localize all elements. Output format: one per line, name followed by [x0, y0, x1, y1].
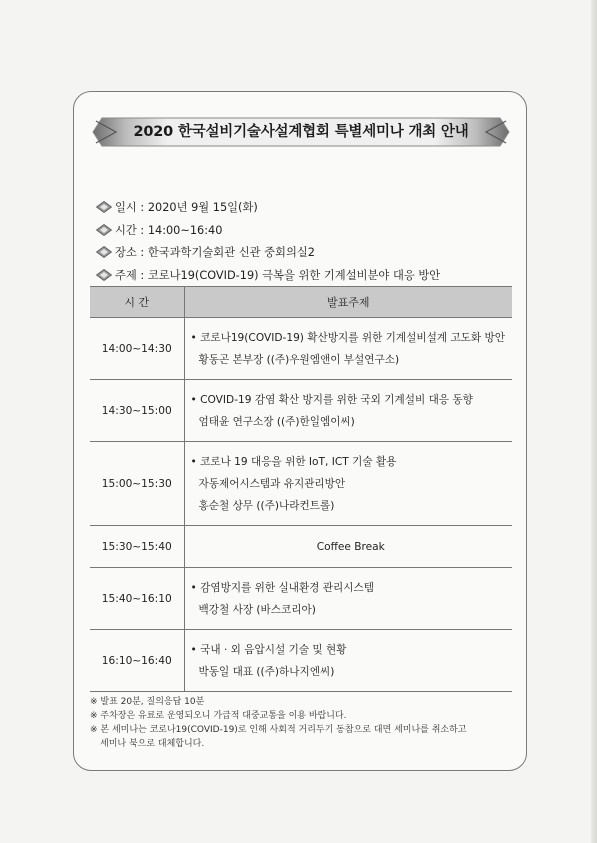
diamond-bullet-icon: [96, 224, 112, 236]
session-speaker: 박동일 대표 ((주)하나지엔씨): [198, 665, 335, 678]
session-time: 15:00~15:30: [90, 442, 184, 526]
table-row: [90, 380, 512, 442]
session-topic: [184, 380, 512, 442]
footnote: ※ 주차장은 유료로 운영되오니 가급적 대중교통을 이용 바랍니다.: [90, 711, 347, 721]
header-time: 시 간: [90, 287, 184, 318]
table-header-row: [90, 287, 512, 318]
info-date-text: 일시 : 2020년 9월 15일(화): [115, 201, 258, 215]
paper-edge: [591, 0, 597, 843]
event-info-list: [96, 196, 516, 286]
session-topic: [184, 318, 512, 380]
info-date: [96, 196, 516, 219]
schedule-table: [90, 286, 512, 692]
info-time-text: 시간 : 14:00~16:40: [115, 223, 223, 237]
header-topic: 발표주제: [184, 287, 512, 318]
table-row: [90, 568, 512, 630]
coffee-break: Coffee Break: [184, 526, 512, 568]
session-time: 14:30~15:00: [90, 380, 184, 442]
session-topic: [184, 568, 512, 630]
session-speaker: 홍순철 상무 ((주)나라컨트롤): [198, 499, 335, 512]
session-title-cont: 자동제어시스템과 유지관리방안: [198, 477, 346, 490]
session-time: 14:00~14:30: [90, 318, 184, 380]
diamond-bullet-icon: [96, 201, 112, 213]
info-time: [96, 219, 516, 242]
session-topic: [184, 442, 512, 526]
session-speaker: 황동곤 본부장 ((주)우원엠앤이 부설연구소): [198, 353, 400, 366]
footnotes: [90, 695, 520, 751]
session-title: • 국내 · 외 음압시설 기술 및 현황: [190, 643, 347, 656]
session-title: • 코로나19(COVID-19) 확산방지를 위한 기계설비설계 고도화 방안: [190, 331, 505, 344]
info-topic: [96, 264, 516, 287]
session-time: 15:30~15:40: [90, 526, 184, 568]
session-time: 15:40~16:10: [90, 568, 184, 630]
info-place: [96, 241, 516, 264]
footnote: ※ 발표 20분, 질의응답 10분: [90, 697, 205, 707]
table-row: [90, 318, 512, 380]
diamond-bullet-icon: [96, 269, 112, 281]
session-title: • 감염방지를 위한 실내환경 관리시스템: [190, 581, 374, 594]
info-place-text: 장소 : 한국과학기술회관 신관 중회의실2: [115, 246, 315, 260]
session-speaker: 엄태윤 연구소장 ((주)한일엠이씨): [198, 415, 355, 428]
session-speaker: 백강철 사장 (바스코리아): [198, 603, 316, 616]
session-topic: [184, 630, 512, 692]
title-banner: [92, 117, 510, 147]
table-row: [90, 526, 512, 568]
footnote-continued: 세미나 북으로 대체합니다.: [100, 739, 205, 749]
session-title: • COVID-19 감염 확산 방지를 위한 국외 기계설비 대응 동향: [190, 393, 473, 406]
table-row: [90, 630, 512, 692]
footnote: ※ 본 세미나는 코로나19(COVID-19)로 인해 사회적 거리두기 동참으로 대면 세미나를 취소하고: [90, 725, 467, 735]
session-time: 16:10~16:40: [90, 630, 184, 692]
page-title: 2020 한국설비기술사설계협회 특별세미나 개최 안내: [133, 124, 469, 140]
info-topic-text: 주제 : 코로나19(COVID-19) 극복을 위한 기계설비분야 대응 방안: [115, 268, 441, 282]
diamond-bullet-icon: [96, 246, 112, 258]
session-title: • 코로나 19 대응을 위한 IoT, ICT 기술 활용: [190, 455, 397, 468]
table-row: [90, 442, 512, 526]
